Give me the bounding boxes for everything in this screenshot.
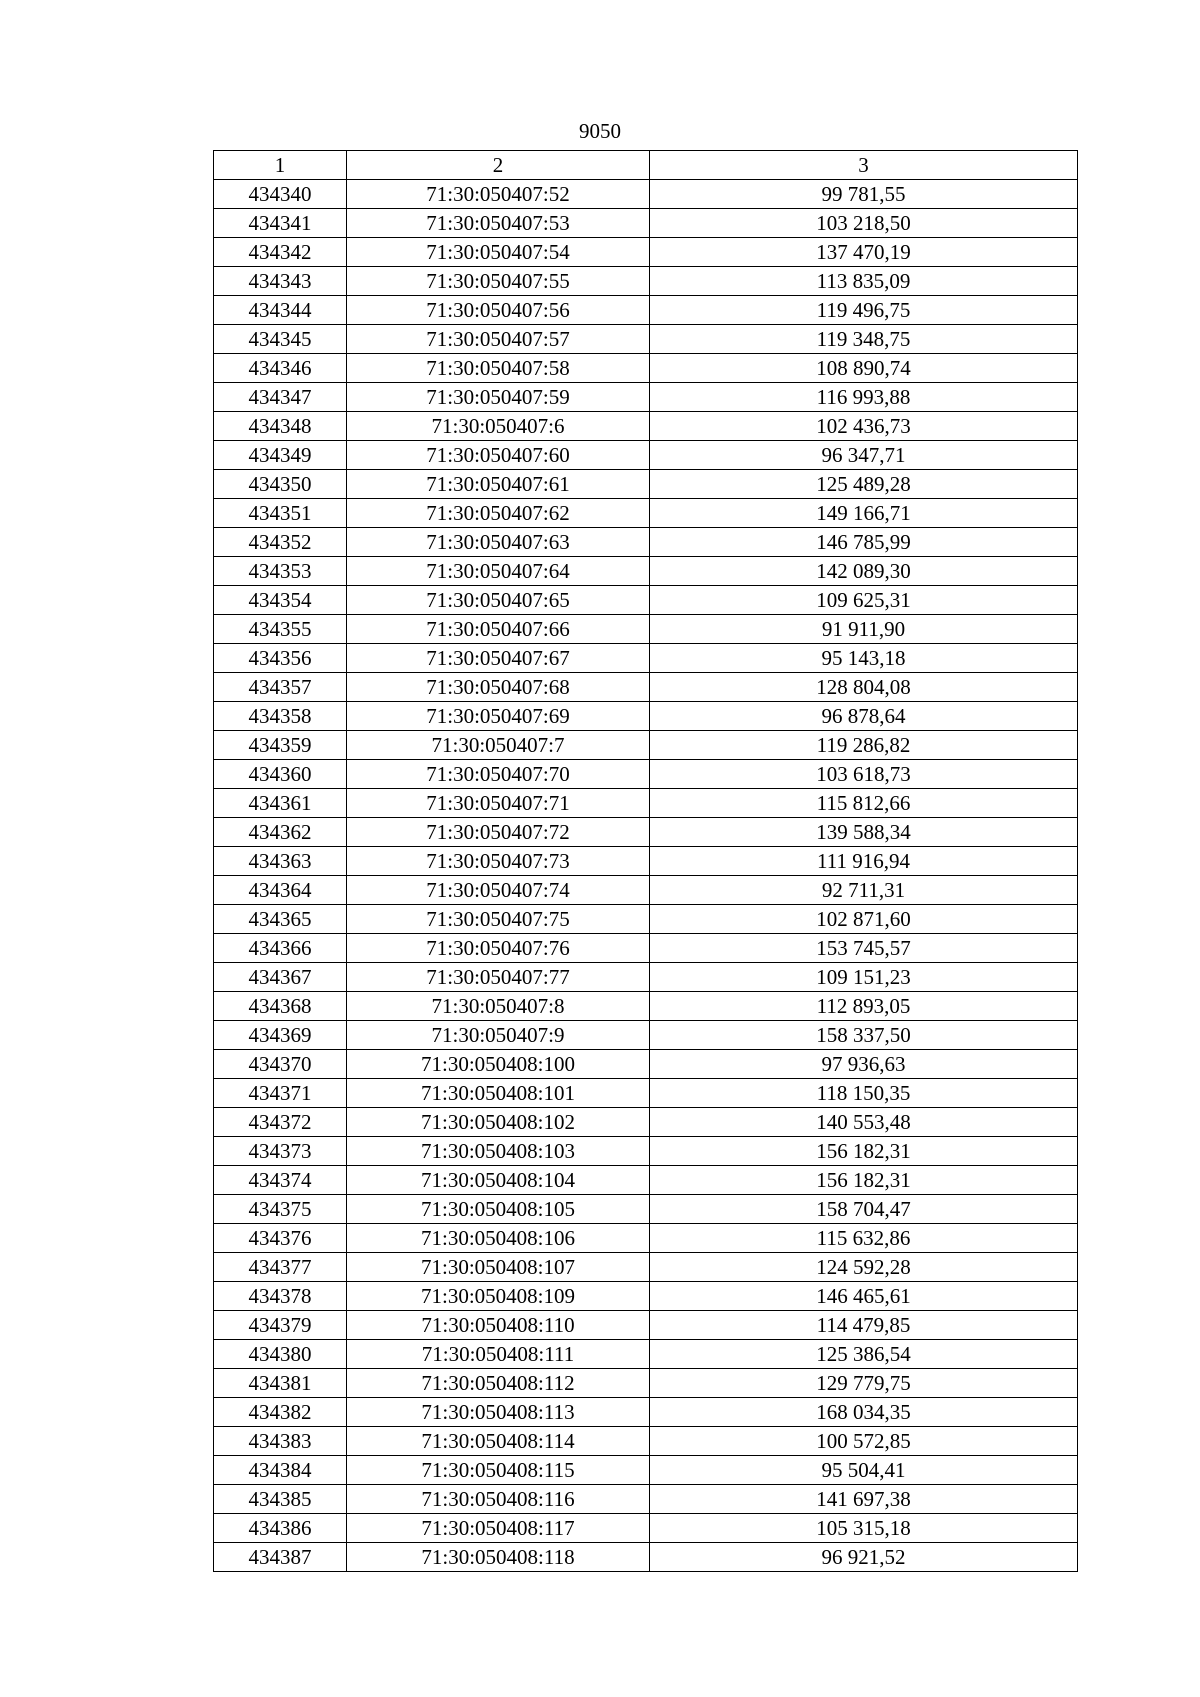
value-cell: 142 089,30: [650, 557, 1078, 586]
value-cell: 125 489,28: [650, 470, 1078, 499]
value-cell: 156 182,31: [650, 1137, 1078, 1166]
row-number-cell: 434374: [214, 1166, 347, 1195]
table-row: [214, 644, 1078, 673]
cadastral-number-cell: 71:30:050407:52: [347, 180, 650, 209]
row-number-cell: 434387: [214, 1543, 347, 1572]
cadastral-number-cell: 71:30:050408:115: [347, 1456, 650, 1485]
table-row: [214, 876, 1078, 905]
table-row: [214, 702, 1078, 731]
row-number-cell: 434345: [214, 325, 347, 354]
row-number-cell: 434371: [214, 1079, 347, 1108]
row-number-cell: 434375: [214, 1195, 347, 1224]
value-cell: 158 704,47: [650, 1195, 1078, 1224]
cadastral-number-cell: 71:30:050408:102: [347, 1108, 650, 1137]
cadastral-number-cell: 71:30:050408:110: [347, 1311, 650, 1340]
row-number-cell: 434342: [214, 238, 347, 267]
value-cell: 112 893,05: [650, 992, 1078, 1021]
value-cell: 116 993,88: [650, 383, 1078, 412]
row-number-cell: 434382: [214, 1398, 347, 1427]
cadastral-number-cell: 71:30:050408:105: [347, 1195, 650, 1224]
table-row: [214, 1514, 1078, 1543]
table-row: [214, 1137, 1078, 1166]
value-cell: 149 166,71: [650, 499, 1078, 528]
table-row: [214, 441, 1078, 470]
row-number-cell: 434368: [214, 992, 347, 1021]
cadastral-number-cell: 71:30:050408:109: [347, 1282, 650, 1311]
row-number-cell: 434381: [214, 1369, 347, 1398]
table-row: [214, 1108, 1078, 1137]
row-number-cell: 434361: [214, 789, 347, 818]
row-number-cell: 434356: [214, 644, 347, 673]
value-cell: 108 890,74: [650, 354, 1078, 383]
table-row: [214, 586, 1078, 615]
cadastral-number-cell: 71:30:050407:66: [347, 615, 650, 644]
cadastral-number-cell: 71:30:050408:114: [347, 1427, 650, 1456]
cadastral-number-cell: 71:30:050407:56: [347, 296, 650, 325]
table-row: [214, 180, 1078, 209]
value-cell: 139 588,34: [650, 818, 1078, 847]
row-number-cell: 434355: [214, 615, 347, 644]
row-number-cell: 434340: [214, 180, 347, 209]
cadastral-number-cell: 71:30:050407:68: [347, 673, 650, 702]
page-number: 9050: [579, 119, 621, 143]
value-cell: 119 286,82: [650, 731, 1078, 760]
cadastral-number-cell: 71:30:050407:60: [347, 441, 650, 470]
table-row: [214, 963, 1078, 992]
table-row: [214, 412, 1078, 441]
row-number-cell: 434359: [214, 731, 347, 760]
cadastral-number-cell: 71:30:050408:116: [347, 1485, 650, 1514]
value-cell: 141 697,38: [650, 1485, 1078, 1514]
cadastral-number-cell: 71:30:050407:55: [347, 267, 650, 296]
row-number-cell: 434347: [214, 383, 347, 412]
row-number-cell: 434380: [214, 1340, 347, 1369]
table-row: [214, 1456, 1078, 1485]
value-cell: 115 812,66: [650, 789, 1078, 818]
row-number-cell: 434350: [214, 470, 347, 499]
column-header-1: 1: [214, 151, 347, 180]
row-number-cell: 434346: [214, 354, 347, 383]
table-row: [214, 1311, 1078, 1340]
cadastral-number-cell: 71:30:050408:111: [347, 1340, 650, 1369]
cadastral-number-cell: 71:30:050408:107: [347, 1253, 650, 1282]
table-body: [214, 180, 1078, 1572]
value-cell: 113 835,09: [650, 267, 1078, 296]
table-row: [214, 238, 1078, 267]
value-cell: 124 592,28: [650, 1253, 1078, 1282]
value-cell: 125 386,54: [650, 1340, 1078, 1369]
value-cell: 97 936,63: [650, 1050, 1078, 1079]
cadastral-number-cell: 71:30:050407:62: [347, 499, 650, 528]
row-number-cell: 434369: [214, 1021, 347, 1050]
row-number-cell: 434360: [214, 760, 347, 789]
table-row: [214, 354, 1078, 383]
table-row: [214, 1398, 1078, 1427]
value-cell: 115 632,86: [650, 1224, 1078, 1253]
row-number-cell: 434384: [214, 1456, 347, 1485]
row-number-cell: 434379: [214, 1311, 347, 1340]
value-cell: 103 618,73: [650, 760, 1078, 789]
row-number-cell: 434352: [214, 528, 347, 557]
cadastral-number-cell: 71:30:050408:112: [347, 1369, 650, 1398]
row-number-cell: 434365: [214, 905, 347, 934]
table-row: [214, 789, 1078, 818]
cadastral-number-cell: 71:30:050407:74: [347, 876, 650, 905]
value-cell: 96 347,71: [650, 441, 1078, 470]
value-cell: 105 315,18: [650, 1514, 1078, 1543]
row-number-cell: 434351: [214, 499, 347, 528]
table-row: [214, 1253, 1078, 1282]
row-number-cell: 434354: [214, 586, 347, 615]
table-row: [214, 1340, 1078, 1369]
row-number-cell: 434366: [214, 934, 347, 963]
cadastral-number-cell: 71:30:050408:117: [347, 1514, 650, 1543]
table-row: [214, 760, 1078, 789]
cadastral-number-cell: 71:30:050407:54: [347, 238, 650, 267]
table-row: [214, 470, 1078, 499]
value-cell: 99 781,55: [650, 180, 1078, 209]
cadastral-number-cell: 71:30:050407:53: [347, 209, 650, 238]
row-number-cell: 434373: [214, 1137, 347, 1166]
cadastral-number-cell: 71:30:050408:103: [347, 1137, 650, 1166]
value-cell: 96 921,52: [650, 1543, 1078, 1572]
table-row: [214, 1079, 1078, 1108]
cadastral-number-cell: 71:30:050408:118: [347, 1543, 650, 1572]
value-cell: 111 916,94: [650, 847, 1078, 876]
value-cell: 103 218,50: [650, 209, 1078, 238]
cadastral-number-cell: 71:30:050407:77: [347, 963, 650, 992]
value-cell: 109 151,23: [650, 963, 1078, 992]
cadastral-number-cell: 71:30:050407:73: [347, 847, 650, 876]
row-number-cell: 434385: [214, 1485, 347, 1514]
value-cell: 168 034,35: [650, 1398, 1078, 1427]
value-cell: 158 337,50: [650, 1021, 1078, 1050]
cadastral-number-cell: 71:30:050407:9: [347, 1021, 650, 1050]
row-number-cell: 434378: [214, 1282, 347, 1311]
cadastral-number-cell: 71:30:050407:65: [347, 586, 650, 615]
row-number-cell: 434372: [214, 1108, 347, 1137]
value-cell: 102 871,60: [650, 905, 1078, 934]
row-number-cell: 434343: [214, 267, 347, 296]
cadastral-number-cell: 71:30:050407:7: [347, 731, 650, 760]
data-table: [213, 150, 1078, 1572]
cadastral-number-cell: 71:30:050407:72: [347, 818, 650, 847]
value-cell: 92 711,31: [650, 876, 1078, 905]
value-cell: 96 878,64: [650, 702, 1078, 731]
cadastral-number-cell: 71:30:050407:57: [347, 325, 650, 354]
row-number-cell: 434370: [214, 1050, 347, 1079]
column-header-3: 3: [650, 151, 1078, 180]
value-cell: 118 150,35: [650, 1079, 1078, 1108]
cadastral-number-cell: 71:30:050407:6: [347, 412, 650, 441]
value-cell: 156 182,31: [650, 1166, 1078, 1195]
table-row: [214, 267, 1078, 296]
cadastral-number-cell: 71:30:050407:71: [347, 789, 650, 818]
row-number-cell: 434358: [214, 702, 347, 731]
cadastral-number-cell: 71:30:050407:8: [347, 992, 650, 1021]
row-number-cell: 434376: [214, 1224, 347, 1253]
table-row: [214, 1050, 1078, 1079]
table-row: [214, 1485, 1078, 1514]
row-number-cell: 434383: [214, 1427, 347, 1456]
row-number-cell: 434386: [214, 1514, 347, 1543]
cadastral-number-cell: 71:30:050407:69: [347, 702, 650, 731]
table-row: [214, 296, 1078, 325]
cadastral-number-cell: 71:30:050408:113: [347, 1398, 650, 1427]
table-row: [214, 325, 1078, 354]
row-number-cell: 434348: [214, 412, 347, 441]
table-row: [214, 1224, 1078, 1253]
table-row: [214, 934, 1078, 963]
table-row: [214, 209, 1078, 238]
row-number-cell: 434377: [214, 1253, 347, 1282]
value-cell: 95 504,41: [650, 1456, 1078, 1485]
table-row: [214, 905, 1078, 934]
value-cell: 95 143,18: [650, 644, 1078, 673]
value-cell: 128 804,08: [650, 673, 1078, 702]
table-row: [214, 818, 1078, 847]
value-cell: 91 911,90: [650, 615, 1078, 644]
value-cell: 109 625,31: [650, 586, 1078, 615]
cadastral-number-cell: 71:30:050407:76: [347, 934, 650, 963]
value-cell: 114 479,85: [650, 1311, 1078, 1340]
value-cell: 140 553,48: [650, 1108, 1078, 1137]
value-cell: 153 745,57: [650, 934, 1078, 963]
row-number-cell: 434357: [214, 673, 347, 702]
table-row: [214, 1369, 1078, 1398]
row-number-cell: 434349: [214, 441, 347, 470]
row-number-cell: 434341: [214, 209, 347, 238]
table-row: [214, 528, 1078, 557]
cadastral-number-cell: 71:30:050407:75: [347, 905, 650, 934]
value-cell: 146 785,99: [650, 528, 1078, 557]
value-cell: 129 779,75: [650, 1369, 1078, 1398]
value-cell: 146 465,61: [650, 1282, 1078, 1311]
table-header-row: [214, 151, 1078, 180]
table-row: [214, 499, 1078, 528]
cadastral-number-cell: 71:30:050407:59: [347, 383, 650, 412]
table-row: [214, 1021, 1078, 1050]
table-row: [214, 1166, 1078, 1195]
row-number-cell: 434364: [214, 876, 347, 905]
row-number-cell: 434362: [214, 818, 347, 847]
table-row: [214, 383, 1078, 412]
row-number-cell: 434367: [214, 963, 347, 992]
table-row: [214, 731, 1078, 760]
cadastral-number-cell: 71:30:050407:61: [347, 470, 650, 499]
row-number-cell: 434344: [214, 296, 347, 325]
cadastral-number-cell: 71:30:050408:104: [347, 1166, 650, 1195]
table-row: [214, 615, 1078, 644]
column-header-2: 2: [347, 151, 650, 180]
row-number-cell: 434363: [214, 847, 347, 876]
cadastral-number-cell: 71:30:050407:70: [347, 760, 650, 789]
value-cell: 119 348,75: [650, 325, 1078, 354]
value-cell: 119 496,75: [650, 296, 1078, 325]
cadastral-number-cell: 71:30:050407:63: [347, 528, 650, 557]
value-cell: 137 470,19: [650, 238, 1078, 267]
cadastral-number-cell: 71:30:050408:106: [347, 1224, 650, 1253]
table-row: [214, 1427, 1078, 1456]
table-row: [214, 1282, 1078, 1311]
value-cell: 100 572,85: [650, 1427, 1078, 1456]
table-row: [214, 557, 1078, 586]
cadastral-number-cell: 71:30:050407:64: [347, 557, 650, 586]
cadastral-number-cell: 71:30:050407:67: [347, 644, 650, 673]
table-row: [214, 847, 1078, 876]
table-row: [214, 673, 1078, 702]
table-row: [214, 1195, 1078, 1224]
cadastral-number-cell: 71:30:050408:100: [347, 1050, 650, 1079]
cadastral-number-cell: 71:30:050407:58: [347, 354, 650, 383]
table-row: [214, 1543, 1078, 1572]
table-row: [214, 992, 1078, 1021]
cadastral-number-cell: 71:30:050408:101: [347, 1079, 650, 1108]
value-cell: 102 436,73: [650, 412, 1078, 441]
row-number-cell: 434353: [214, 557, 347, 586]
